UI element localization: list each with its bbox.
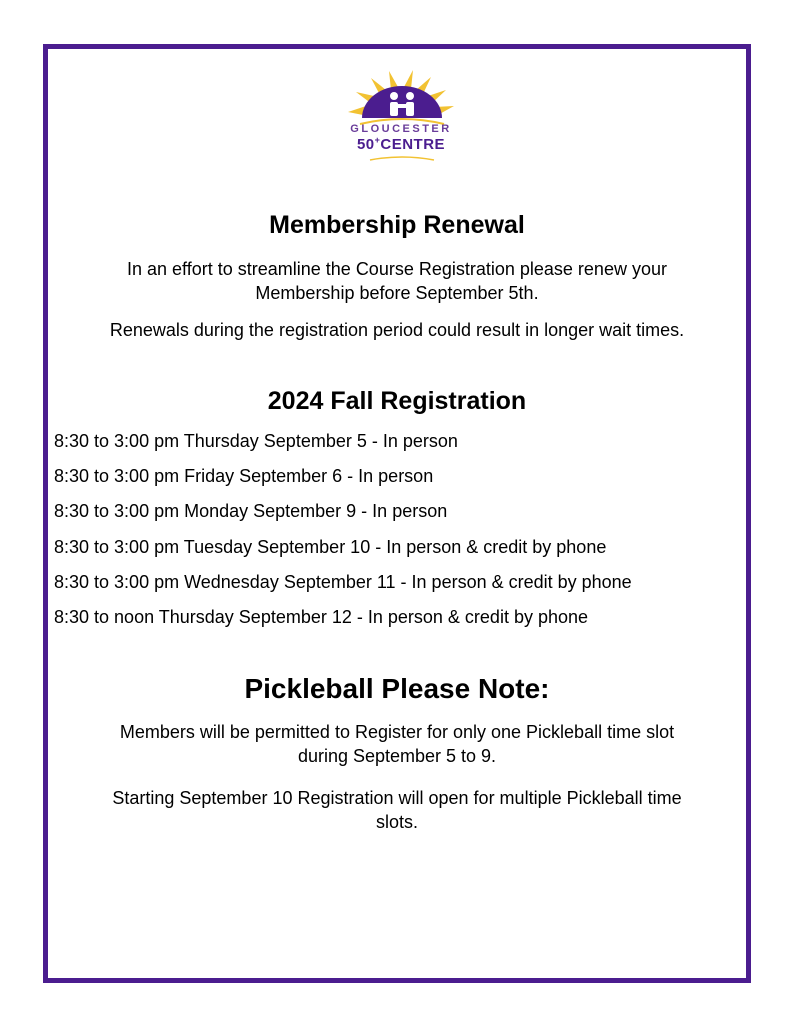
purple-arch xyxy=(362,86,442,118)
logo-line-1: GLOUCESTER xyxy=(350,123,452,135)
renewal-heading: Membership Renewal xyxy=(269,211,525,239)
registration-heading: 2024 Fall Registration xyxy=(267,387,527,415)
renewal-paragraph-2: Renewals during the registration period could result in longer wait times. xyxy=(109,320,685,340)
schedule-item: 8:30 to 3:00 pm Thursday September 5 - In person xyxy=(54,431,458,451)
schedule-item: 8:30 to noon Thursday September 12 - In person & credit by phone xyxy=(54,606,589,627)
logo-line-2: 50+CENTRE xyxy=(356,135,446,153)
pickleball-paragraph-1: Members will be permitted to Register for only one Pickleball time slot during September 5 to 9. xyxy=(119,722,675,766)
gold-swoosh-bottom xyxy=(370,157,434,160)
schedule-item: 8:30 to 3:00 pm Wednesday September 11 - In person & credit by phone xyxy=(54,571,632,592)
pickleball-heading: Pickleball Please Note: xyxy=(244,673,550,704)
schedule-item: 8:30 to 3:00 pm Monday September 9 - In person xyxy=(54,501,448,522)
pickleball-paragraph-2: Starting September 10 Registration will open for multiple Pickleball time slots. xyxy=(112,788,682,832)
registration-schedule xyxy=(54,429,632,640)
schedule-item: 8:30 to 3:00 pm Tuesday September 10 - In person & credit by phone xyxy=(54,536,607,557)
schedule-item: 8:30 to 3:00 pm Friday September 6 - In person xyxy=(54,466,434,487)
renewal-paragraph-1: In an effort to streamline the Course Registration please renew your Membership before September 5th. xyxy=(127,259,667,303)
